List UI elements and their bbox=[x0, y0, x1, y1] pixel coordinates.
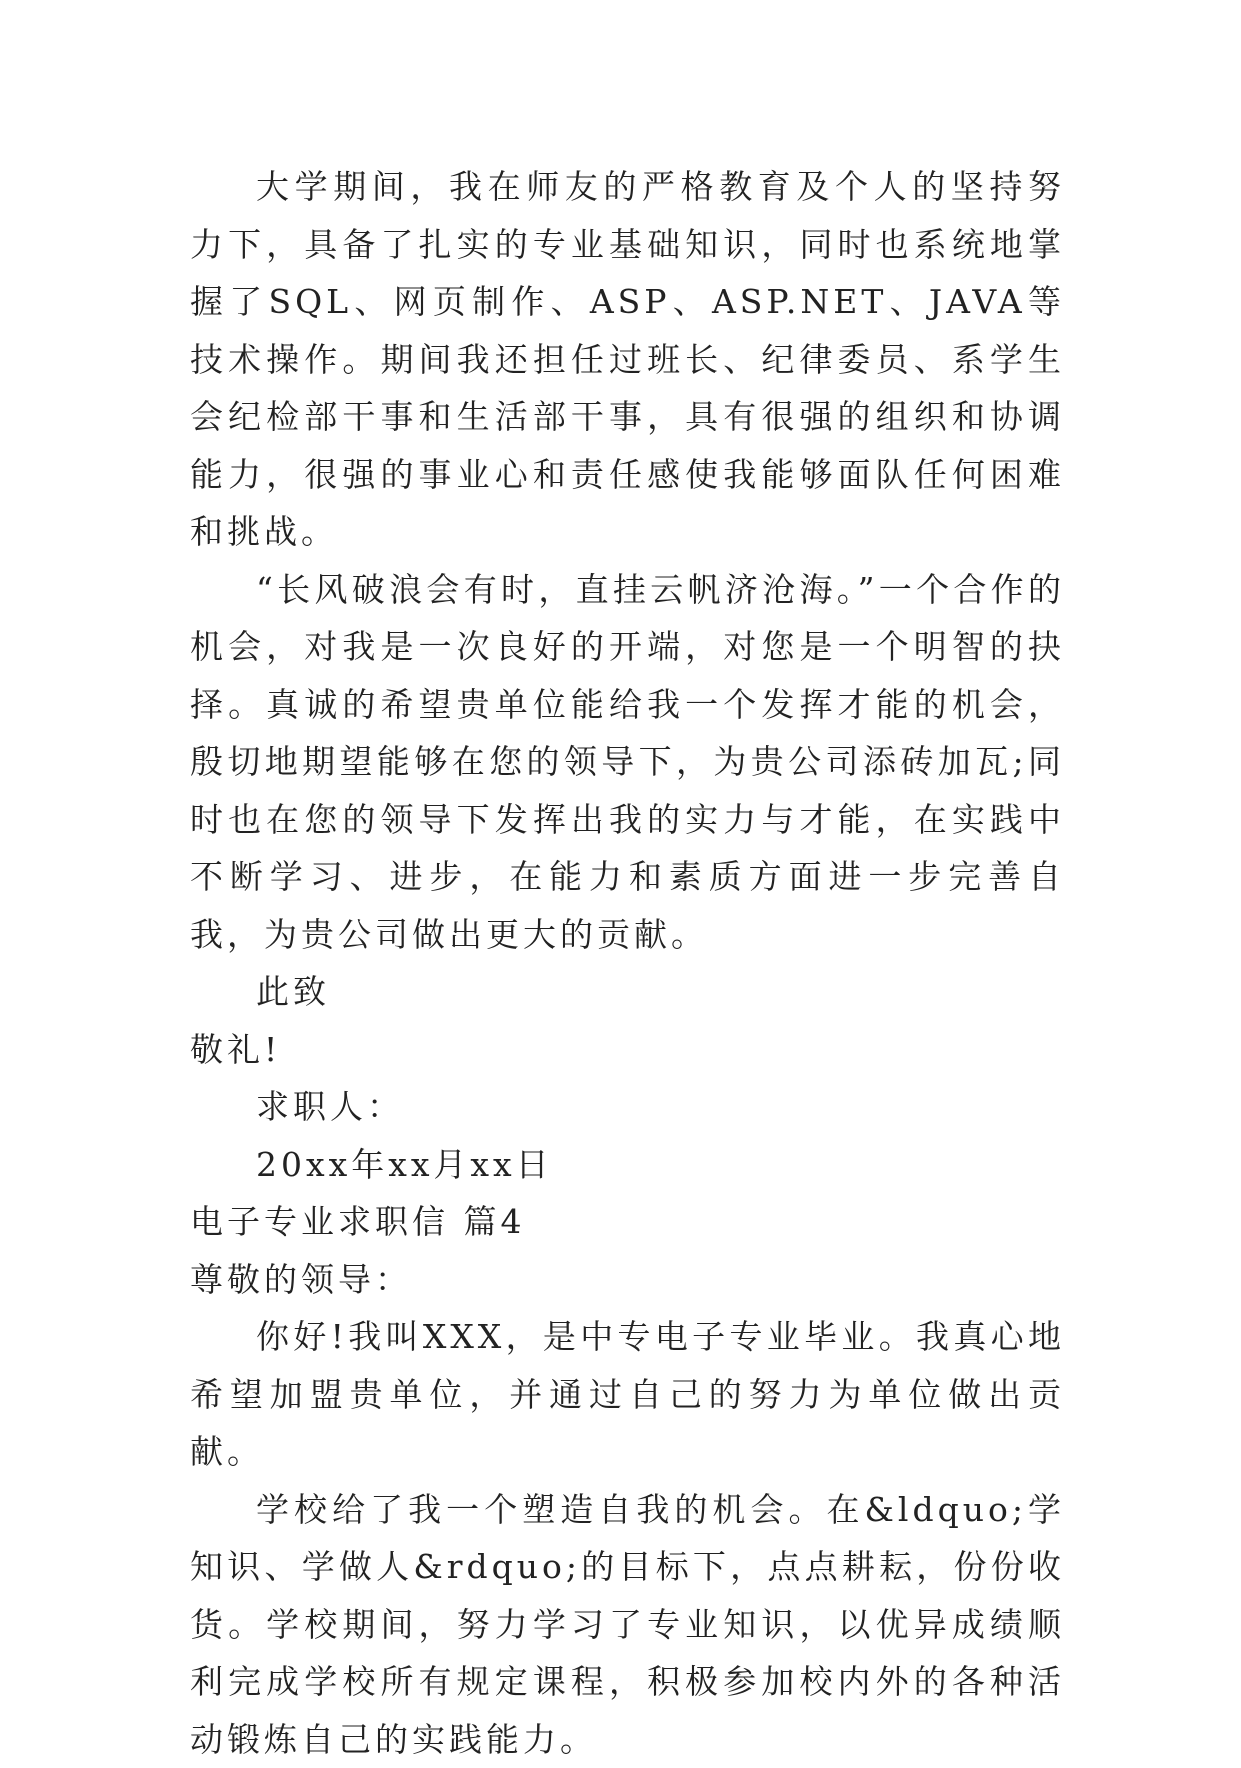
paragraph-introduction: 你好!我叫XXX，是中专电子专业毕业。我真心地希望加盟贵单位，并通过自己的努力为单位做出贡献。 bbox=[190, 1308, 1065, 1481]
closing-salutation: 此致 bbox=[190, 963, 1065, 1021]
greeting: 尊敬的领导： bbox=[190, 1251, 1065, 1309]
paragraph-university-experience: 大学期间，我在师友的严格教育及个人的坚持努力下，具备了扎实的专业基础知识，同时也系统地掌握了SQL、网页制作、ASP、ASP.NET、JAVA等技术操作。期间我还担任过班长、纪律委员、系学生会纪检部干事和生活部干事，具有很强的组织和协调能力，很强的事业心和责任感使我能够面队任何困难和挑战。 bbox=[190, 158, 1065, 561]
document-body bbox=[190, 158, 1065, 1768]
applicant-label: 求职人： bbox=[190, 1078, 1065, 1136]
paragraph-cooperation-opportunity: “长风破浪会有时，直挂云帆济沧海。”一个合作的机会，对我是一次良好的开端，对您是一个明智的抉择。真诚的希望贵单位能给我一个发挥才能的机会，殷切地期望能够在您的领导下，为贵公司添砖加瓦;同时也在您的领导下发挥出我的实力与才能，在实践中不断学习、进步，在能力和素质方面进一步完善自我，为贵公司做出更大的贡献。 bbox=[190, 561, 1065, 964]
section-heading-letter-4: 电子专业求职信 篇4 bbox=[190, 1193, 1065, 1251]
letter-date: 20xx年xx月xx日 bbox=[190, 1136, 1065, 1194]
closing-respect: 敬礼! bbox=[190, 1021, 1065, 1079]
paragraph-school-experience: 学校给了我一个塑造自我的机会。在&ldquo;学知识、学做人&rdquo;的目标下，点点耕耘，份份收货。学校期间，努力学习了专业知识，以优异成绩顺利完成学校所有规定课程，积极参加校内外的各种活动锻炼自己的实践能力。 bbox=[190, 1481, 1065, 1768]
